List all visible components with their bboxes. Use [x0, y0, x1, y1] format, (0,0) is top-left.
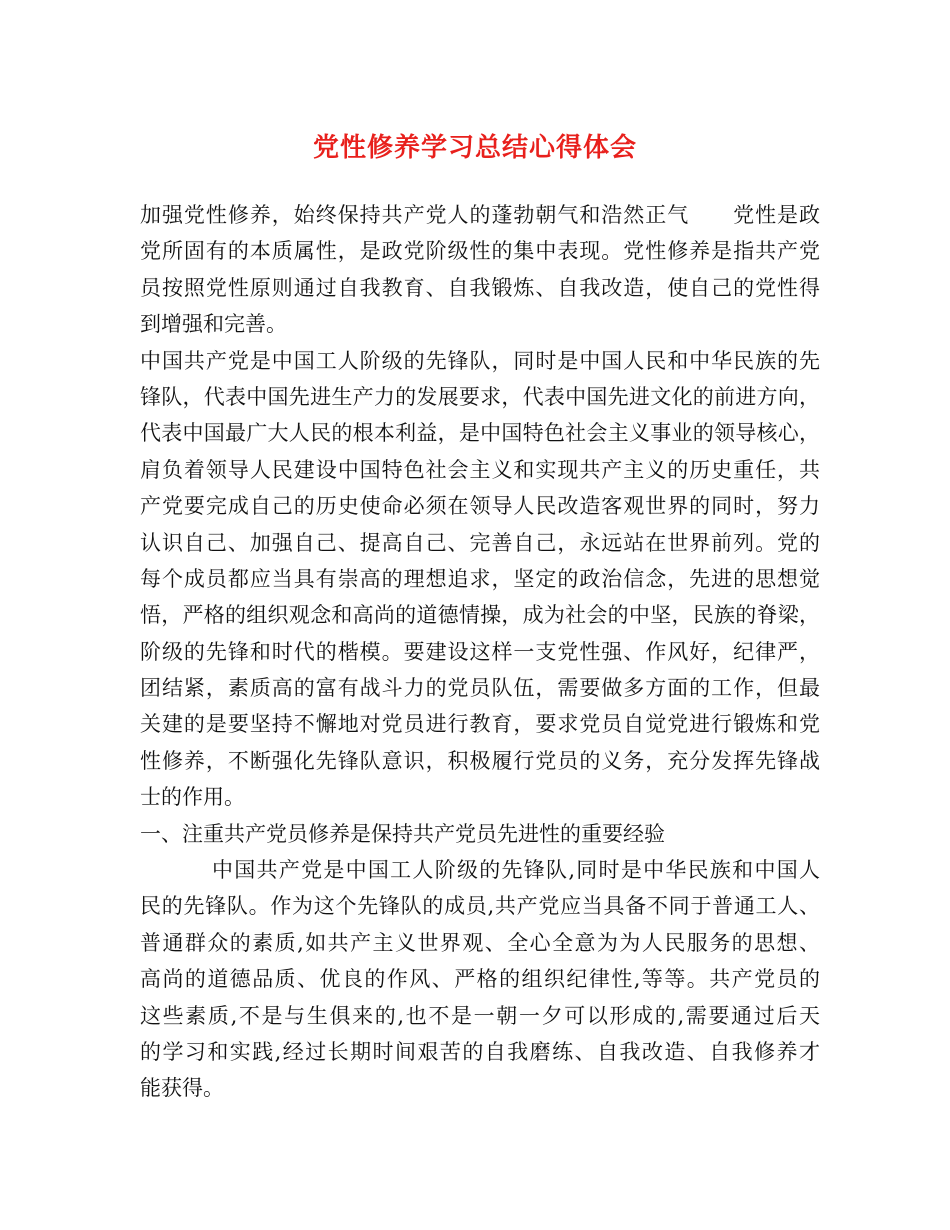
paragraph-line: 性修养，不断强化先锋队意识，积极履行党员的义务，充分发挥先锋战: [140, 748, 820, 773]
paragraph-line: 到增强和完善。: [140, 312, 287, 337]
paragraph-line: 每个成员都应当具有崇高的理想追求，坚定的政治信念，先进的思想觉: [140, 566, 820, 591]
document-body: [140, 197, 820, 1107]
paragraph-line: 团结紧，素质高的富有战斗力的党员队伍，需要做多方面的工作，但最: [140, 676, 820, 701]
paragraph-line: 代表中国最广大人民的根本利益，是中国特色社会主义事业的领导核心，: [140, 421, 820, 446]
paragraph-line: 的学习和实践,经过长期时间艰苦的自我磨练、自我改造、自我修养才: [140, 1039, 820, 1064]
paragraph-line: 普通群众的素质,如共产主义世界观、全心全意为为人民服务的思想、: [140, 930, 820, 955]
paragraph-line: 能获得。: [140, 1076, 224, 1101]
paragraph-line: 锋队，代表中国先进生产力的发展要求，代表中国先进文化的前进方向，: [140, 384, 820, 409]
paragraph-line: 这些素质,不是与生俱来的,也不是一朝一夕可以形成的,需要通过后天: [140, 1003, 820, 1028]
paragraph-line: 肩负着领导人民建设中国特色社会主义和实现共产主义的历史重任，共: [140, 457, 820, 482]
document-title: 党性修养学习总结心得体会: [312, 133, 637, 163]
paragraph-line: 党所固有的本质属性，是政党阶级性的集中表现。党性修养是指共产党: [140, 239, 820, 264]
paragraph-line: 士的作用。: [140, 785, 245, 810]
paragraph-line: 高尚的道德品质、优良的作风、严格的组织纪律性,等等。共产党员的: [140, 967, 820, 992]
paragraph-line: 关建的是要坚持不懈地对党员进行教育，要求党员自觉党进行锻炼和党: [140, 712, 820, 737]
paragraph-line: 民的先锋队。作为这个先锋队的成员,共产党应当具备不同于普通工人、: [140, 894, 820, 919]
paragraph-line: 员按照党性原则通过自我教育、自我锻炼、自我改造，使自己的党性得: [140, 275, 820, 300]
paragraph-line: 认识自己、加强自己、提高自己、完善自己，永远站在世界前列。党的: [140, 530, 820, 555]
paragraph-line: 悟，严格的组织观念和高尚的道德情操，成为社会的中坚，民族的脊梁，: [140, 603, 820, 628]
section-heading: 一、注重共产党员修养是保持共产党员先进性的重要经验: [140, 821, 665, 846]
paragraph-line: 加强党性修养，始终保持共产党人的蓬勃朝气和浩然正气 党性是政: [140, 203, 820, 227]
paragraph-line: 产党要完成自己的历史使命必须在领导人民改造客观世界的同时，努力: [140, 494, 820, 519]
paragraph-line: 中国共产党是中国工人阶级的先锋队，同时是中国人民和中华民族的先: [140, 348, 820, 373]
paragraph-line: 阶级的先锋和时代的楷模。要建设这样一支党性强、作风好，纪律严，: [140, 639, 820, 664]
paragraph-line: 中国共产党是中国工人阶级的先锋队,同时是中华民族和中国人: [212, 858, 820, 883]
